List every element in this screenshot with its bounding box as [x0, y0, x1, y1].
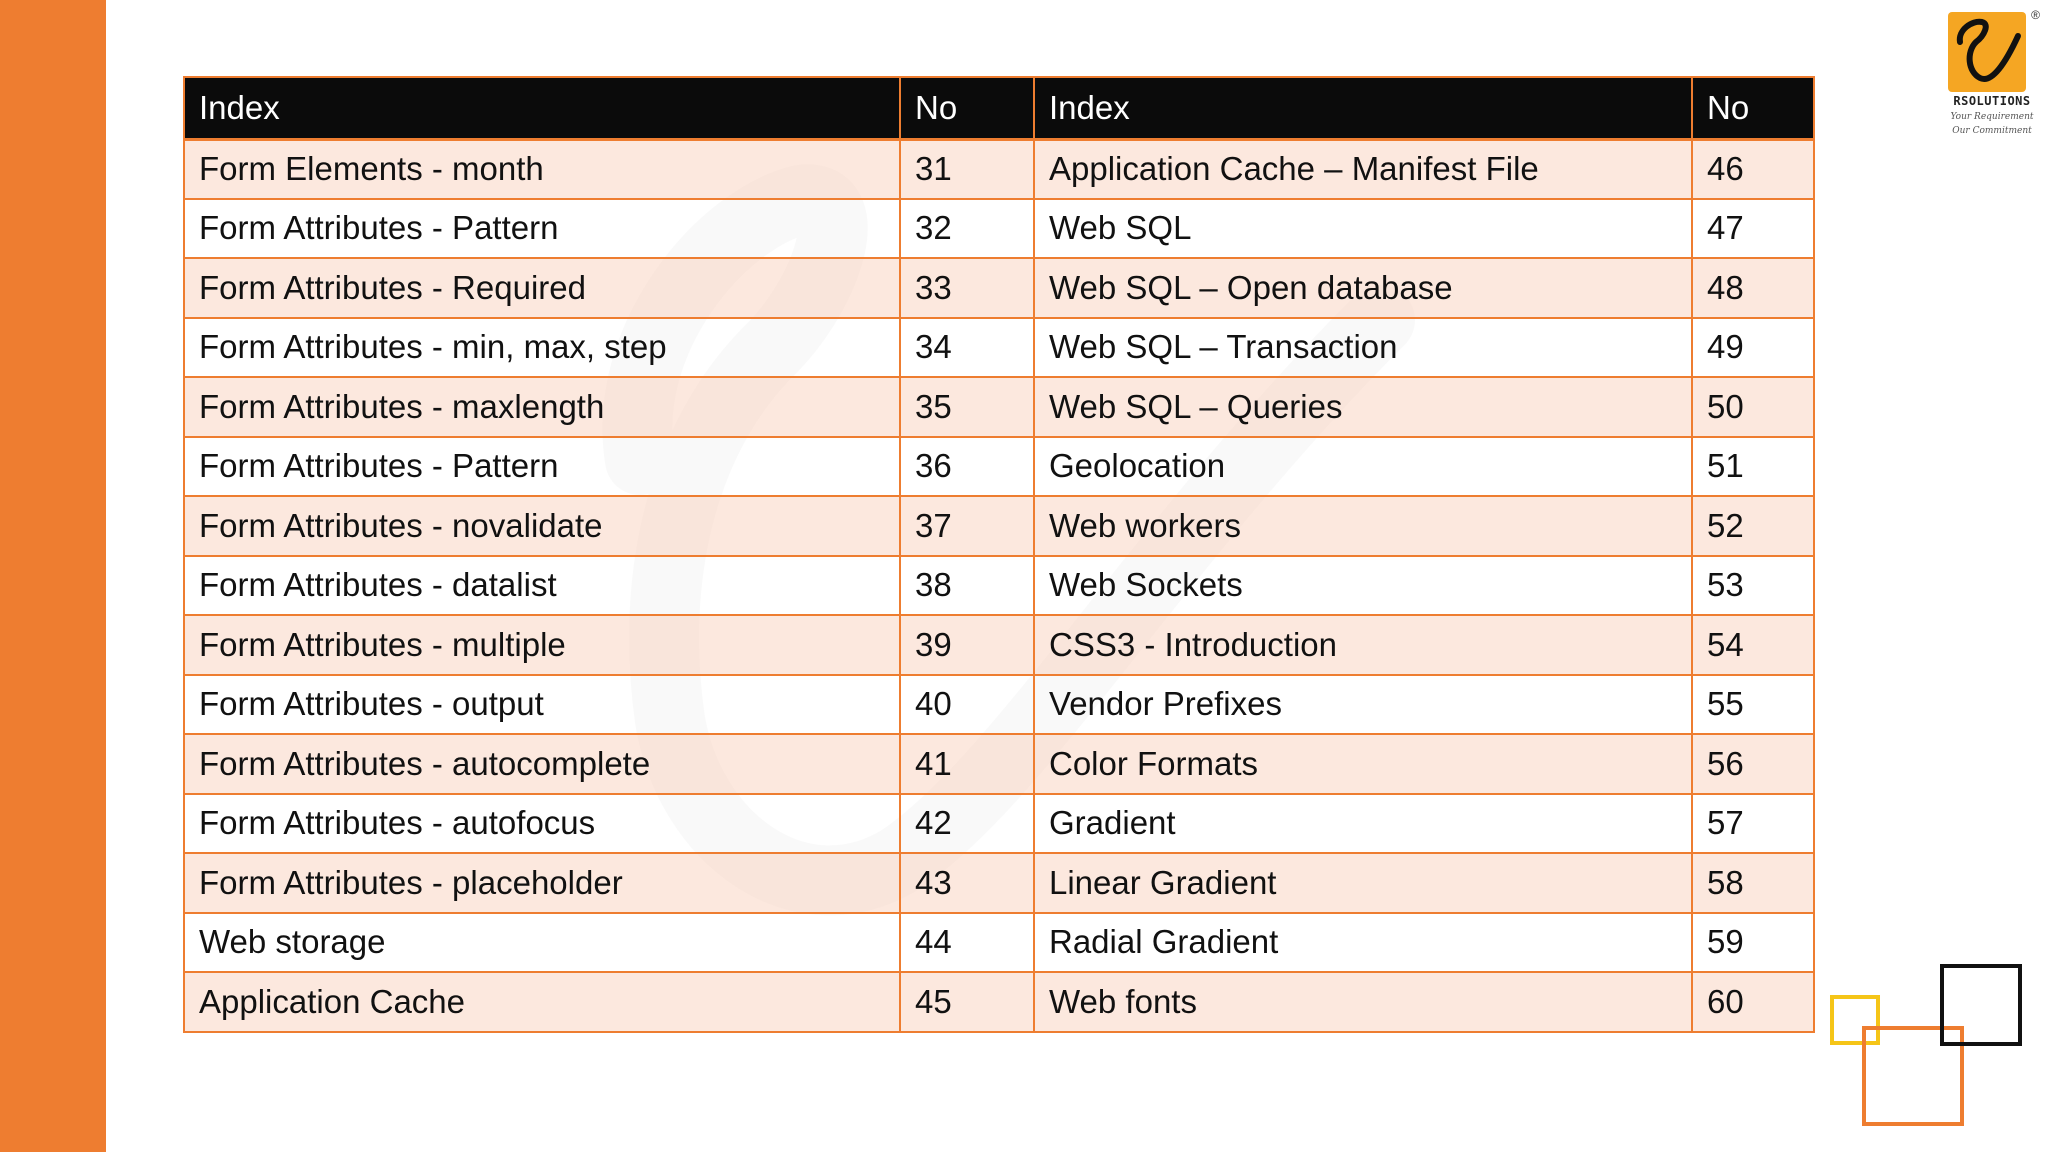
decor-square-black: [1940, 964, 2022, 1046]
cell-number-left: 36: [900, 437, 1034, 497]
cell-topic-right: Radial Gradient: [1034, 913, 1692, 973]
cell-number-right: 50: [1692, 377, 1814, 437]
table-row: [184, 318, 1814, 378]
table-row: [184, 853, 1814, 913]
table-row: [184, 496, 1814, 556]
cell-topic-right: Web fonts: [1034, 972, 1692, 1032]
header-no-left: No: [900, 77, 1034, 139]
cell-topic-right: Web Sockets: [1034, 556, 1692, 616]
cell-topic-left: Form Elements - month: [184, 139, 900, 199]
cell-number-left: 34: [900, 318, 1034, 378]
cell-number-left: 38: [900, 556, 1034, 616]
cell-number-left: 31: [900, 139, 1034, 199]
cell-number-left: 44: [900, 913, 1034, 973]
cell-topic-right: Application Cache – Manifest File: [1034, 139, 1692, 199]
cell-number-right: 47: [1692, 199, 1814, 259]
cell-topic-left: Form Attributes - Pattern: [184, 199, 900, 259]
cell-number-left: 45: [900, 972, 1034, 1032]
logo-tagline-1: Your Requirement: [1950, 112, 2034, 122]
table-row: [184, 913, 1814, 973]
cell-topic-left: Form Attributes - multiple: [184, 615, 900, 675]
cell-number-right: 53: [1692, 556, 1814, 616]
cell-topic-right: Color Formats: [1034, 734, 1692, 794]
table-row: [184, 972, 1814, 1032]
cell-topic-left: Form Attributes - maxlength: [184, 377, 900, 437]
cell-number-right: 48: [1692, 258, 1814, 318]
cell-number-right: 57: [1692, 794, 1814, 854]
cell-topic-right: Web SQL – Open database: [1034, 258, 1692, 318]
left-accent-bar: [0, 0, 106, 1152]
cell-number-left: 39: [900, 615, 1034, 675]
cell-number-left: 35: [900, 377, 1034, 437]
table-row: [184, 556, 1814, 616]
header-no-right: No: [1692, 77, 1814, 139]
header-index-left: Index: [184, 77, 900, 139]
cell-topic-left: Form Attributes - Required: [184, 258, 900, 318]
table-row: [184, 258, 1814, 318]
cell-number-left: 33: [900, 258, 1034, 318]
cell-topic-left: Form Attributes - Pattern: [184, 437, 900, 497]
cell-number-left: 42: [900, 794, 1034, 854]
cell-topic-right: Vendor Prefixes: [1034, 675, 1692, 735]
cell-topic-right: Linear Gradient: [1034, 853, 1692, 913]
table-row: [184, 377, 1814, 437]
cell-number-right: 54: [1692, 615, 1814, 675]
table-row: [184, 734, 1814, 794]
logo-name: RSOLUTIONS: [1953, 94, 2031, 108]
table-row: [184, 139, 1814, 199]
logo-r-glyph-icon: [1948, 12, 2026, 92]
cell-number-right: 56: [1692, 734, 1814, 794]
cell-number-right: 59: [1692, 913, 1814, 973]
table-header-row: [184, 77, 1814, 139]
cell-number-right: 46: [1692, 139, 1814, 199]
cell-topic-left: Web storage: [184, 913, 900, 973]
cell-topic-left: Form Attributes - autocomplete: [184, 734, 900, 794]
cell-topic-right: Geolocation: [1034, 437, 1692, 497]
cell-number-right: 58: [1692, 853, 1814, 913]
cell-topic-left: Form Attributes - autofocus: [184, 794, 900, 854]
company-logo: [1944, 8, 2040, 148]
cell-topic-right: Web SQL – Queries: [1034, 377, 1692, 437]
cell-topic-right: Web SQL – Transaction: [1034, 318, 1692, 378]
table-row: [184, 615, 1814, 675]
cell-number-right: 55: [1692, 675, 1814, 735]
cell-topic-left: Form Attributes - datalist: [184, 556, 900, 616]
cell-topic-left: Form Attributes - novalidate: [184, 496, 900, 556]
cell-topic-left: Form Attributes - placeholder: [184, 853, 900, 913]
registered-mark: ®: [2031, 8, 2040, 22]
cell-number-left: 41: [900, 734, 1034, 794]
table-row: [184, 794, 1814, 854]
cell-number-right: 51: [1692, 437, 1814, 497]
cell-topic-right: Gradient: [1034, 794, 1692, 854]
cell-number-right: 60: [1692, 972, 1814, 1032]
index-table: [183, 76, 1815, 1033]
header-index-right: Index: [1034, 77, 1692, 139]
table-row: [184, 199, 1814, 259]
cell-number-right: 49: [1692, 318, 1814, 378]
cell-topic-right: Web SQL: [1034, 199, 1692, 259]
cell-number-left: 40: [900, 675, 1034, 735]
cell-number-left: 43: [900, 853, 1034, 913]
cell-number-right: 52: [1692, 496, 1814, 556]
cell-number-left: 37: [900, 496, 1034, 556]
cell-topic-left: Form Attributes - min, max, step: [184, 318, 900, 378]
cell-topic-right: CSS3 - Introduction: [1034, 615, 1692, 675]
logo-tagline-2: Our Commitment: [1952, 126, 2032, 136]
cell-number-left: 32: [900, 199, 1034, 259]
table-row: [184, 675, 1814, 735]
cell-topic-left: Application Cache: [184, 972, 900, 1032]
cell-topic-right: Web workers: [1034, 496, 1692, 556]
cell-topic-left: Form Attributes - output: [184, 675, 900, 735]
table-body: [184, 139, 1814, 1032]
logo-mark: [1948, 12, 2026, 92]
table-row: [184, 437, 1814, 497]
